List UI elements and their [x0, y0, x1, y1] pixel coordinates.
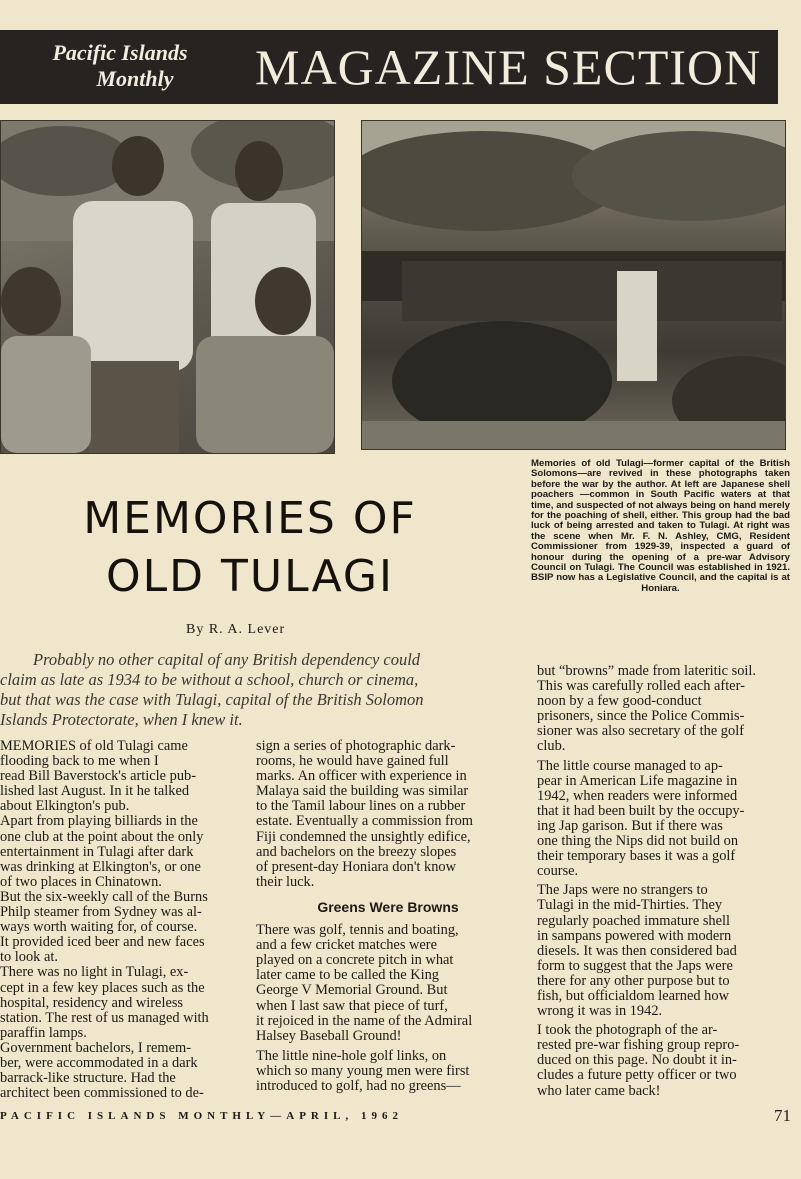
- intro-line: Probably no other capital of any British dependency could: [33, 650, 421, 669]
- text-line: There was golf, tennis and boating,: [256, 922, 459, 939]
- column-2: [256, 739, 520, 1094]
- text-line: and bachelors on the breezy slopes: [256, 843, 457, 860]
- column-3: [537, 664, 801, 1099]
- text-line: Malaya said the building was similar: [256, 783, 469, 800]
- text-line: Apart from playing billiards in the: [0, 813, 198, 830]
- text-line: of present-day Honiara don't know: [256, 858, 457, 875]
- headline-line2: OLD TULAGI: [105, 551, 395, 602]
- text-line: when I last saw that piece of turf,: [256, 997, 448, 1014]
- text-line: their luck.: [256, 873, 315, 890]
- text-line: The little course managed to ap-: [537, 757, 723, 774]
- text-line: played on a concrete pitch in what: [256, 952, 454, 969]
- text-line: cludes a future petty officer or two: [537, 1067, 737, 1084]
- text-line: cept in a few key places such as the: [0, 979, 205, 996]
- text-line: sign a series of photographic dark-: [256, 738, 456, 754]
- page-number: 71: [774, 1106, 791, 1125]
- section-title: MAGAZINE SECTION: [255, 39, 762, 95]
- text-line: hospital, residency and wireless: [0, 994, 184, 1011]
- text-line: entertainment in Tulagi after dark: [0, 843, 194, 860]
- subheading: Greens Were Browns: [317, 898, 459, 915]
- text-line: rooms, he would have gained full: [256, 753, 449, 770]
- article-headline: [40, 490, 460, 606]
- text-line: but “browns” made from lateritic soil.: [537, 663, 756, 679]
- text-line: form to suggest that the Japs were: [537, 957, 733, 974]
- photo-shell-poachers: [0, 120, 335, 454]
- text-line: I took the photograph of the ar-: [537, 1022, 718, 1039]
- photo-caption: Memories of old Tulagi—former capital of the British Solomons—are revived in these photographs taken before the war by the author. At left are Japanese shell poachers —common in South Pacific waters at that time, and suspected of not always being on hand merely for the poaching of shell, either. This group had the bad luck of being arrested and taken to Tulagi. At right was the scene when Mr. F. N. Ashley, CMG, Resident Commissioner from 1929-39, inspected a guard of honour during the opening of a pre-war Advisory Council on Tulagi. The Council was established in 1921. BSIP now has a Legislative Council, and the capital is at Honiara.: [531, 458, 790, 594]
- text-line: of two places in Chinatown.: [0, 873, 162, 890]
- text-line: duced on this page. No doubt it in-: [537, 1052, 737, 1069]
- text-line: was drinking at Elkington's, or one: [0, 858, 201, 875]
- text-line: which so many young men were first: [256, 1062, 470, 1079]
- text-line: 1942, when readers were informed: [537, 787, 738, 804]
- text-line: sioner was also secretary of the golf: [537, 723, 744, 740]
- text-line: course.: [537, 863, 579, 880]
- intro-line: Islands Protectorate, when I knew it.: [0, 710, 243, 729]
- text-line: their temporary bases it was a golf: [537, 848, 736, 865]
- text-line: fish, but officialdom learned how: [537, 987, 729, 1004]
- text-line: and a few cricket matches were: [256, 937, 437, 954]
- text-line: This was carefully rolled each after-: [537, 678, 745, 695]
- text-line: regularly poached immature shell: [537, 912, 731, 929]
- text-line: Philp steamer from Sydney was al-: [0, 904, 202, 921]
- text-line: one thing the Nips did not build on: [537, 833, 739, 850]
- text-line: Fiji condemned the unsightly edifice,: [256, 828, 471, 845]
- text-line: The Japs were no strangers to: [537, 882, 708, 899]
- intro-line: claim as late as 1934 to be without a school, church or cinema,: [0, 670, 419, 689]
- text-line: paraffin lamps.: [0, 1024, 87, 1041]
- text-line: station. The rest of us managed with: [0, 1009, 209, 1026]
- text-line: Halsey Baseball Ground!: [256, 1027, 402, 1044]
- text-line: wrong it was in 1942.: [537, 1003, 663, 1020]
- intro-paragraph: [0, 650, 518, 730]
- text-line: There was no light in Tulagi, ex-: [0, 964, 189, 981]
- text-line: one club at the point about the only: [0, 828, 204, 845]
- text-line: rested pre-war fishing group repro-: [537, 1037, 740, 1054]
- photo-guard-of-honour: [361, 120, 786, 450]
- column-1: [0, 739, 236, 1101]
- text-line: read Bill Baverstock's article pub-: [0, 768, 197, 785]
- text-line: architect been commissioned to de-: [0, 1085, 204, 1102]
- magazine-banner: [0, 30, 778, 104]
- publication-name-line1: Pacific Islands: [52, 40, 188, 65]
- text-line: George V Memorial Ground. But: [256, 982, 448, 999]
- text-line: Tulagi in the mid-Thirties. They: [537, 897, 723, 914]
- intro-line: but that was the case with Tulagi, capital of the British Solomon: [0, 690, 424, 709]
- text-line: marks. An officer with experience in: [256, 768, 467, 785]
- text-line: later came to be called the King: [256, 967, 439, 984]
- text-line: ing Jap garison. But if there was: [537, 817, 723, 834]
- headline-line1: MEMORIES OF: [83, 493, 417, 544]
- text-line: ber, were accommodated in a dark: [0, 1054, 198, 1071]
- text-line: The little nine-hole golf links, on: [256, 1047, 447, 1064]
- text-line: But the six-weekly call of the Burns: [0, 888, 208, 905]
- text-line: MEMORIES of old Tulagi came: [0, 739, 188, 754]
- text-line: ways worth waiting for, of course.: [0, 919, 198, 936]
- text-line: diesels. It was then considered bad: [537, 942, 737, 959]
- publication-name-line2: Monthly: [96, 66, 174, 91]
- publication-name: [20, 40, 220, 92]
- text-line: It provided iced beer and new faces: [0, 934, 205, 951]
- text-line: to the Tamil labour lines on a rubber: [256, 798, 466, 815]
- page-footer: PACIFIC ISLANDS MONTHLY—APRIL, 1962: [0, 1110, 403, 1122]
- text-line: club.: [537, 738, 566, 755]
- text-line: introduced to golf, had no greens—: [256, 1077, 461, 1094]
- text-line: estate. Eventually a commission from: [256, 813, 474, 830]
- text-line: who later came back!: [537, 1082, 661, 1099]
- text-line: it rejoiced in the name of the Admiral: [256, 1012, 473, 1029]
- text-line: flooding back to me when I: [0, 753, 159, 770]
- text-line: pear in American Life magazine in: [537, 772, 738, 789]
- text-line: noon by a few good-conduct: [537, 693, 702, 710]
- text-line: there for any other purpose but to: [537, 972, 730, 989]
- text-line: prisoners, since the Police Commis-: [537, 708, 745, 725]
- text-line: about Elkington's pub.: [0, 798, 130, 815]
- text-line: in sampans powered with modern: [537, 927, 732, 944]
- text-line: to look at.: [0, 949, 58, 966]
- byline: By R. A. Lever: [186, 622, 286, 637]
- text-line: that it had been built by the occupy-: [537, 802, 745, 819]
- text-line: lished last August. In it he talked: [0, 783, 190, 800]
- text-line: barrack-like structure. Had the: [0, 1070, 176, 1087]
- text-line: Government bachelors, I remem-: [0, 1039, 191, 1056]
